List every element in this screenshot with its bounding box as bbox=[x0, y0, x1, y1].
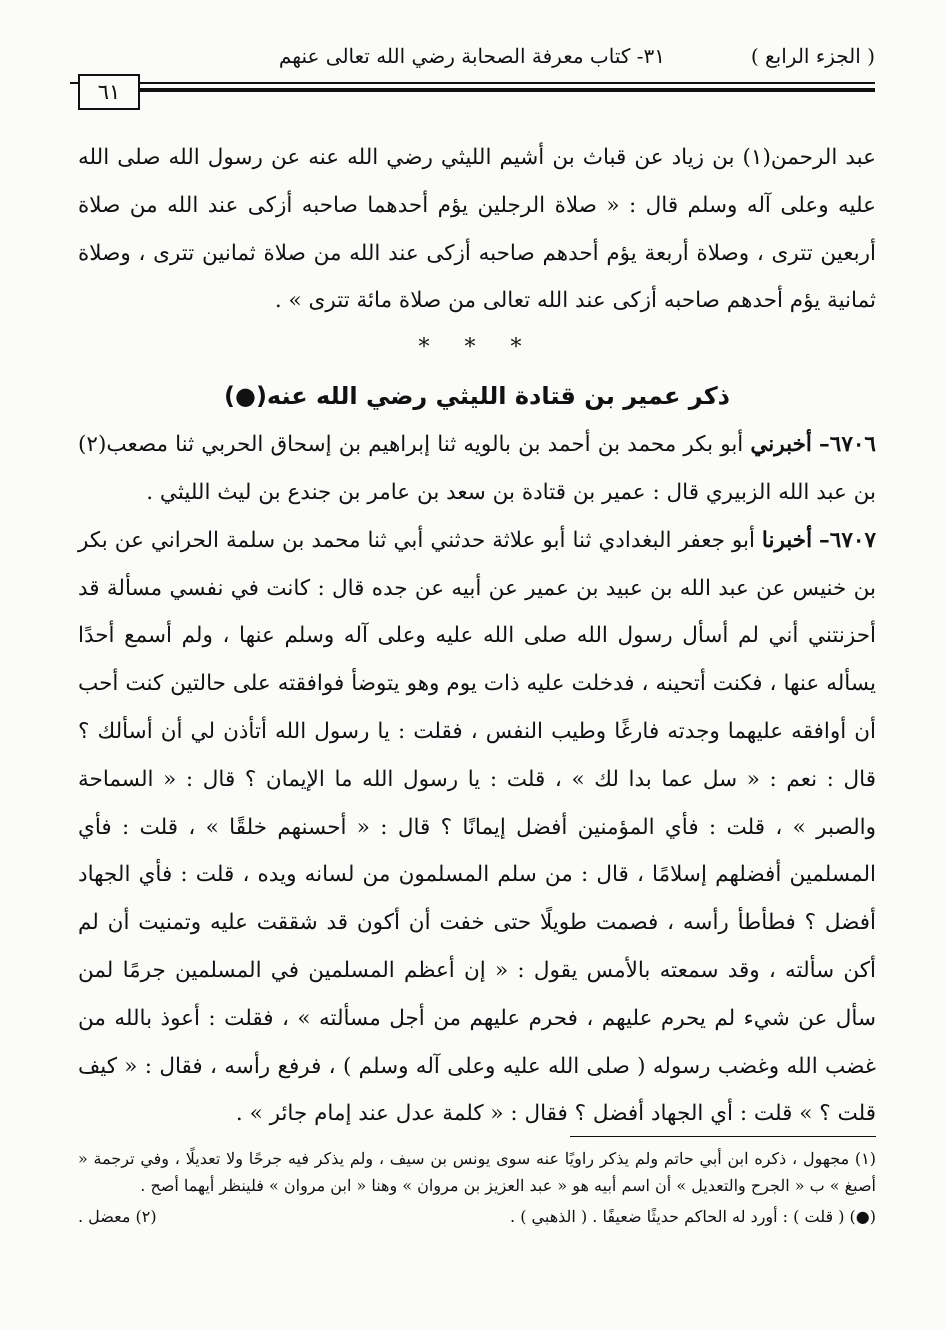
hadith-lead: أخبرنا bbox=[761, 527, 813, 553]
footnote-rule bbox=[570, 1136, 876, 1137]
hadith-lead: أخبرني bbox=[750, 432, 812, 458]
page-number: ٦١ bbox=[78, 74, 140, 110]
hadith-6706 bbox=[78, 421, 876, 517]
main-text bbox=[78, 134, 876, 1138]
hadith-6707 bbox=[78, 517, 876, 1138]
paragraph-continuation: عبد الرحمن(١) بن زياد عن قباث بن أشيم الليثي رضي الله عنه عن رسول الله صلى الله عليه وعلى آله وسلم قال : « صلاة الرجلين يؤم أحدهما صاحبه أزكى عند الله من صلاة أربعين تترى ، وصلاة أربعة يؤم أحدهم صاحبه أزكى عند الله من صلاة ثمانين تترى ، وصلاة ثمانية يؤم أحدهم صاحبه أزكى عند الله تعالى من صلاة مائة تترى » . bbox=[78, 145, 876, 314]
section-separator: * * * bbox=[418, 335, 536, 361]
running-header bbox=[70, 44, 875, 84]
footnotes bbox=[78, 1145, 876, 1230]
hadith-text: أبو جعفر البغدادي ثنا أبو علاثة حدثني أبي ثنا محمد بن سلمة الحراني عن بكر بن خنيس عن عبد الله بن عبيد بن عمير عن أبيه عن جده قال : كانت في نفسي مسألة قد أحزنتني أني لم أسأل رسول الله صلى الله عليه وعلى آله وسلم عنها ، ولم أسمع أحدًا يسأله عنها ، فكنت أتحينه ، فدخلت عليه ذات يوم وهو يتوضأ فوافقته على حالتين كنت أحب أن أوافقه عليهما وجدته فارغًا وطيب النفس ، فقلت : يا رسول الله أتأذن لي أن أسألك ؟ قال : نعم : « سل عما بدا لك » ، قلت : يا رسول الله ما الإيمان ؟ قال : « السماحة والصبر » ، قلت : فأي المؤمنين أفضل إيمانًا ؟ قال : « أحسنهم خلقًا » ، قلت : فأي المسلمين أفضلهم إسلامًا ، قال : من سلم المسلمون من لسانه ويده ، قلت : فأي الجهاد أفضل ؟ فطأطأ رأسه ، فصمت طويلًا حتى خفت أن أكون قد شققت عليه وتمنيت أن لم أكن سألته ، وقد سمعته بالأمس يقول : « إن أعظم المسلمين في المسلمين جرمًا لمن سأل عن شيء لم يحرم عليهم ، فحرم عليهم من أجل مسألته » ، فقلت : أعوذ بالله من غضب الله وغضب رسوله ( صلى الله عليه وعلى آله وسلم ) ، فرفع رأسه ، فقال : « كيف قلت ؟ » قلت : أي الجهاد أفضل ؟ فقال : « كلمة عدل عند إمام جائر » . bbox=[78, 527, 876, 1127]
footnote-editor: (●) ( قلت ) : أورد له الحاكم حديثًا ضعيفًا . ( الذهبي ) . bbox=[510, 1207, 876, 1226]
hadith-number: ٦٧٠٧– bbox=[819, 527, 876, 553]
header-rule bbox=[70, 82, 875, 84]
hadith-text: أبو بكر محمد بن أحمد بن بالويه ثنا إبراهيم بن إسحاق الحربي ثنا مصعب(٢) بن عبد الله الزبيري قال : عمير بن قتادة بن سعد بن عامر بن جندع بن ليث الليثي . bbox=[78, 432, 876, 505]
chapter-title: ٣١- كتاب معرفة الصحابة رضي الله تعالى عنهم bbox=[278, 44, 665, 68]
section-title: ذكر عمير بن قتادة الليثي رضي الله عنه(●) bbox=[224, 382, 730, 411]
volume-label: ( الجزء الرابع ) bbox=[750, 44, 875, 68]
footnote-1: (١) مجهول ، ذكره ابن أبي حاتم ولم يذكر راويًا عنه سوى يونس بن سيف ، ولم يذكر فيه جرحًا ولا تعديلًا ، وفي ترجمة « أصبغ » ب « الجرح والتعديل » أن اسم أبيه هو « عبد العزيز بن مروان » وهنا « ابن مروان » فلينظر أيهما أصح . bbox=[78, 1149, 877, 1195]
footnote-2: (٢) معضل . bbox=[78, 1207, 157, 1226]
hadith-number: ٦٧٠٦– bbox=[819, 432, 876, 458]
header-rule-thick bbox=[140, 88, 875, 92]
